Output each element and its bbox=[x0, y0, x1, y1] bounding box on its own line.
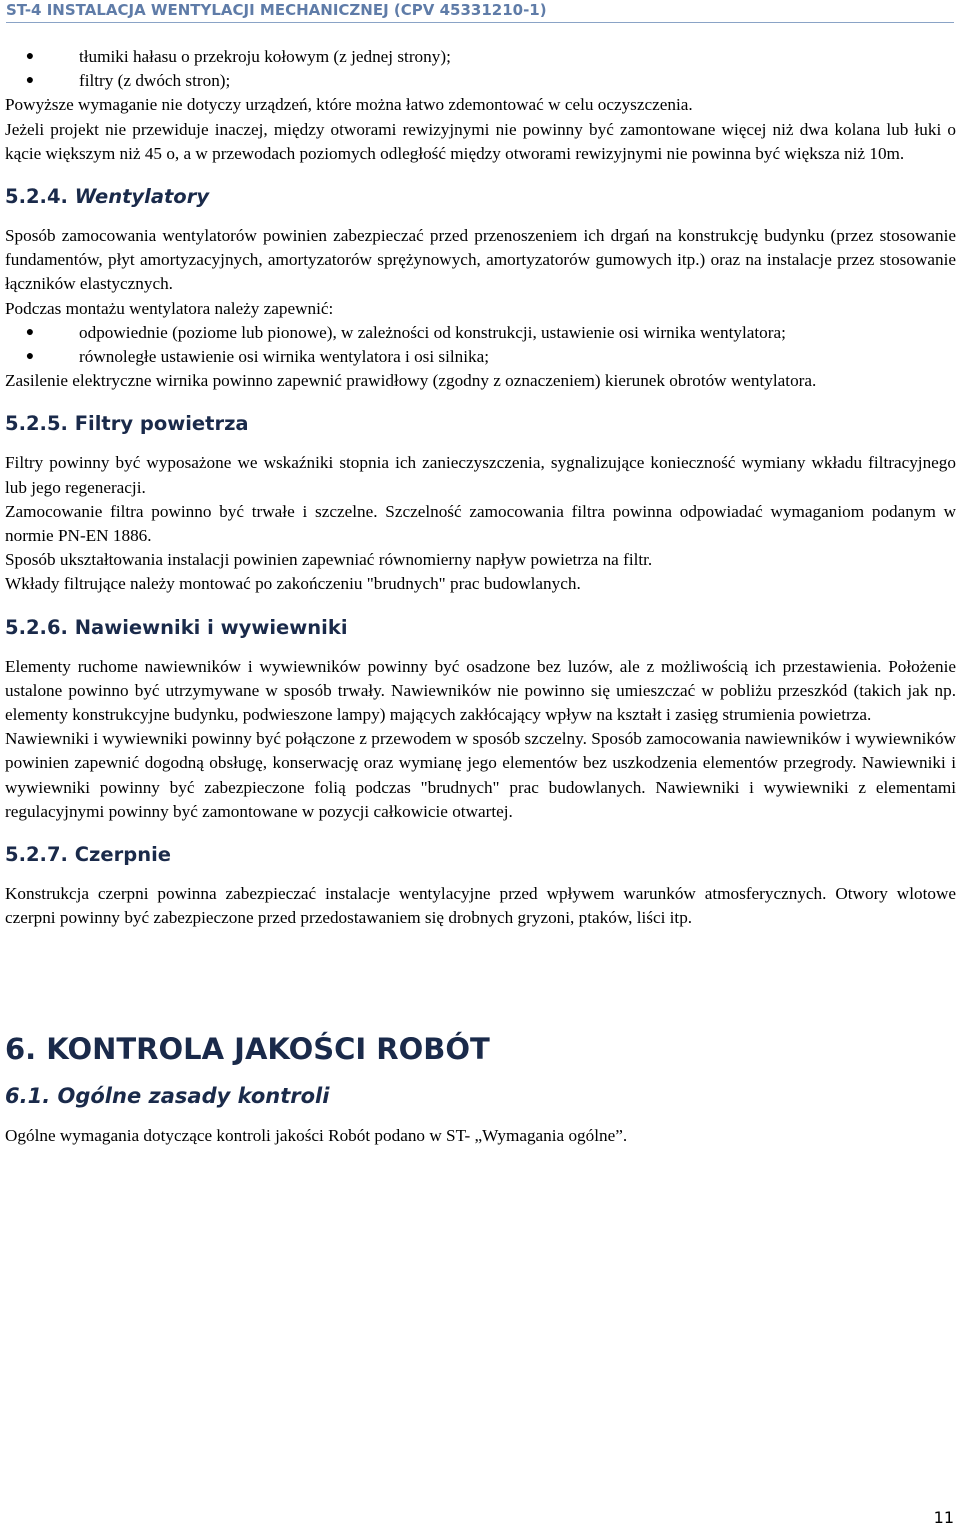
paragraph: Jeżeli projekt nie przewiduje inaczej, między otworami rewizyjnymi nie powinny być zamontowane więcej niż dwa kolana lub łuki o kącie większym niż 45 o, a w przewodach poziomych odległość między otworami rewizyjnymi nie powinna być większa niż 10m. bbox=[5, 119, 956, 163]
paragraph: Filtry powinny być wyposażone we wskaźniki stopnia ich zanieczyszczenia, sygnalizujące konieczność wymiany wkładu filtracyjnego lub jego regeneracji. bbox=[5, 453, 956, 497]
page-number: 11 bbox=[933, 1508, 954, 1527]
fan-bullet-list bbox=[5, 321, 956, 369]
paragraph: Nawiewniki i wywiewniki powinny być połączone z przewodem w sposób szczelny. Sposób zamocowania nawiewników i wywiewników powinien zapewnić dogodną obsługę, konserwację oraz wymianę jego elementów bez uszkodzenia elementów przegrody. Nawiewniki i wywiewniki powinny być zabezpieczone folią podczas "brudnych" prac budowlanych. Nawiewniki i wywiewniki z elementami regulacyjnymi powinny być zamontowane w pozycji całkowicie otwartej. bbox=[5, 729, 956, 821]
page-header: ST-4 INSTALACJA WENTYLACJI MECHANICZNEJ (CPV 45331210-1) bbox=[6, 0, 954, 23]
paragraph: Podczas montażu wentylatora należy zapewnić: bbox=[5, 298, 334, 318]
paragraph: Elementy ruchome nawiewników i wywiewników powinny być osadzone bez luzów, ale z możliwością ich przestawienia. Położenie ustalone powinno być utrzymywane w sposób trwały. Nawiewników nie powinno się umieszczać w pobliżu przeszkód (takich jak np. elementy konstrukcyjne budynku, podwieszone lampy) mających zakłócający wpływ na kształt i zasięg strumienia powietrza. bbox=[5, 656, 956, 725]
section-heading-524: 5.2.4. Wentylatory bbox=[5, 185, 210, 209]
paragraph: Sposób ukształtowania instalacji powinien zapewniać równomierny napływ powietrza na filtr. bbox=[5, 550, 653, 570]
bullet-dot-icon: ● bbox=[25, 73, 35, 89]
bullet-dot-icon: ● bbox=[25, 49, 35, 64]
section-heading-525: 5.2.5. Filtry powietrza bbox=[5, 412, 249, 436]
list-item: ● filtry (z dwóch stron); bbox=[5, 69, 956, 93]
paragraph: Ogólne wymagania dotyczące kontroli jakości Robót podano w ST- „Wymagania ogólne”. bbox=[5, 1126, 628, 1146]
document-body bbox=[5, 45, 956, 1149]
section-heading-527: 5.2.7. Czerpnie bbox=[5, 843, 171, 867]
paragraph: Zasilenie elektryczne wirnika powinno zapewnić prawidłowy (zgodny z oznaczeniem) kierunek obrotów wentylatora. bbox=[5, 371, 817, 391]
list-item: ● odpowiednie (poziome lub pionowe), w zależności od konstrukcji, ustawienie osi wirnika wentylatora; bbox=[5, 321, 956, 345]
paragraph: Wkłady filtrujące należy montować po zakończeniu "brudnych" prac budowlanych. bbox=[5, 574, 581, 594]
intro-bullet-list bbox=[5, 45, 956, 93]
chapter-heading-6: 6. KONTROLA JAKOŚCI ROBÓT bbox=[5, 1032, 490, 1067]
section-heading-61: 6.1. Ogólne zasady kontroli bbox=[5, 1084, 330, 1109]
list-item: ● tłumiki hałasu o przekroju kołowym (z jednej strony); bbox=[5, 45, 956, 69]
paragraph: Zamocowanie filtra powinno być trwałe i szczelne. Szczelność zamocowania filtra powinna odpowiadać wymaganiom podanym w normie PN-EN 1886. bbox=[5, 501, 956, 546]
paragraph: Sposób zamocowania wentylatorów powinien zabezpieczać przed przenoszeniem ich drgań na konstrukcję budynku (przez stosowanie fundamentów, płyt amortyzacyjnych, amortyzatorów sprężynowych, amortyzatorów gumowych itp.) oraz na instalacje przez stosowanie łączników elastycznych. bbox=[5, 226, 956, 294]
section-heading-526: 5.2.6. Nawiewniki i wywiewniki bbox=[5, 615, 348, 639]
bullet-dot-icon: ● bbox=[25, 324, 35, 340]
list-item: ● równoległe ustawienie osi wirnika wentylatora i osi silnika; bbox=[5, 345, 956, 369]
bullet-dot-icon: ● bbox=[25, 349, 35, 365]
paragraph: Powyższe wymaganie nie dotyczy urządzeń, które można łatwo zdemontować w celu oczyszczenia. bbox=[5, 95, 693, 115]
paragraph: Konstrukcja czerpni powinna zabezpieczać instalacje wentylacyjne przed wpływem warunków atmosferycznych. Otwory wlotowe czerpni powinny być zabezpieczone przed przedostawaniem się drobnych gryzoni, ptaków, liści itp. bbox=[5, 884, 956, 928]
